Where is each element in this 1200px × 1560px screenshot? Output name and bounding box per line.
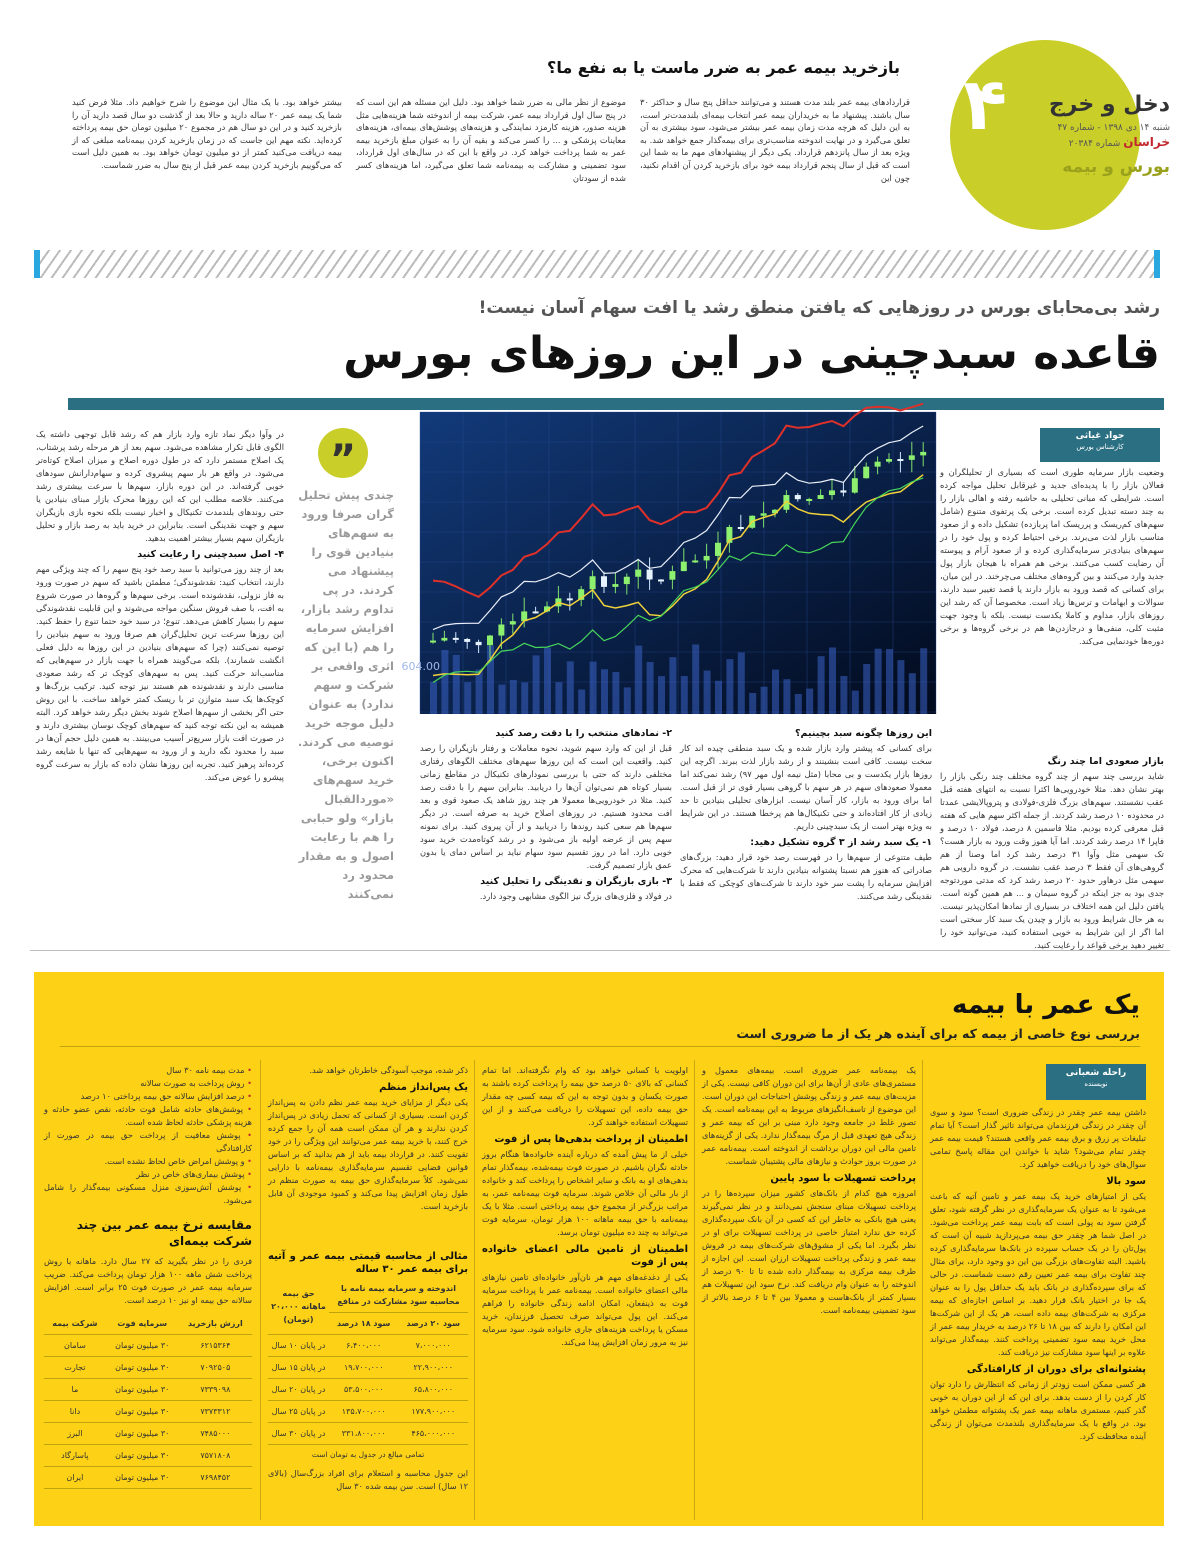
calc-table-body <box>268 1335 468 1445</box>
candle-body <box>852 478 858 492</box>
table-cell: ۳۰ میلیون تومان <box>106 1335 179 1357</box>
article-intro: وضعیت بازار سرمایه طوری است که بسیاری از تحلیلگران و فعالان بازار را با پدیده‌ای جدید و غیرقابل تحلیل مواجه کرده است. شرایطی که مبانی تحلیلی به حاشیه رفته و اهالی بازار را به چند دسته تبدیل کرده است. برخی یک پرتفوی متنوع (شامل سهم‌های کم‌ریسک و پرریسک اما پربازده) تشکیل داده و از صعود مناسب بازار لذت می‌برند. برخی احتیاط کرده و پول خود را در سهم‌های بنیادی‌تر سرمایه‌گذاری کرده و از صعود آرام و پیوسته آن رضایت کسب می‌کنند. برخی هم همراه با هیجان بازار پول جدید وارد می‌کنند و بین گروه‌های مختلف می‌چرخند. در این میان، برای کسانی که قصد ورود به بازار دارند یا قصد تغییر سبد دارند، سوالات و ابهامات و ترس‌ها زیاد است. مخصوصا آن که رشد این روزهای بازار، مداوم و کاملا یکدست نیست. بلکه با وجود جهت مثبت کلی، منفی‌ها و درجا‌زدن‌ها هم در برخی گروه‌ها و برخی دوره‌ها خودنمایی می‌کند. <box>940 467 1164 646</box>
insurance-col-1 <box>930 1106 1146 1520</box>
volume-bar <box>863 664 870 714</box>
table-row <box>268 1401 468 1423</box>
author-title: نویسنده <box>1084 1080 1108 1088</box>
volume-bar <box>567 661 574 714</box>
volume-bar <box>772 670 779 714</box>
col-4-intro: ذکر شده، موجب آسودگی خاطرتان خواهد شد. <box>309 1065 468 1075</box>
volume-bar <box>783 679 790 714</box>
top-article-col-1: قراردادهای بیمه عمر بلند مدت هستند و می‌توانند حداقل پنج سال و حداکثر ۳۰ سال باشند. پیشنهاد ما به خریداران بیمه عمر انتخاب بیمه‌ای بلندمدت‌تر است، به این دلیل که هرچه مدت زمان بیمه عمر بیشتر می‌شود، سود بیشتری به آن تعلق می‌گیرد و در نهایت اندوخته مناسب‌تری برای بیمه‌گذار جمع خواهد شد. به ویژه بعد از سال پانزدهم قرارداد. یکی دیگر از پیشنهادهای مهم ما به شما این است که قبل از سال پنجم قرارداد بیمه خود برای بازخرید کردن آن اقدام نکنید، چون این <box>640 97 910 183</box>
candle-body <box>510 621 516 624</box>
volume-bar <box>533 655 540 714</box>
table-cell: ۳۰ میلیون تومان <box>106 1357 179 1379</box>
candle-body <box>840 490 846 492</box>
volume-bar <box>920 648 927 714</box>
candle-body <box>681 562 687 571</box>
subheading-benefit: سود بالا <box>1106 1176 1146 1187</box>
section-name: بورس و بیمه <box>1062 157 1170 177</box>
rates-table-body <box>44 1335 252 1489</box>
volume-bar <box>555 682 562 714</box>
column-separator <box>922 1060 923 1520</box>
column-separator <box>474 1060 475 1520</box>
calc-title: مثالی از محاسبه قیمتی بیمه عمر و آتیه برای بیمه عمر ۳۰ ساله <box>268 1251 468 1275</box>
volume-bar <box>761 687 768 714</box>
table-header: سود ۱۸ درصد <box>329 1313 399 1335</box>
candle-body <box>715 543 721 556</box>
candle-body <box>601 576 607 587</box>
table-row <box>44 1335 252 1357</box>
table-cell: ۲۲،۹۰۰،۰۰۰ <box>398 1357 468 1379</box>
table-cell: ۱۷۷،۹۰۰،۰۰۰ <box>398 1401 468 1423</box>
volume-bar <box>852 691 859 714</box>
candle-body <box>487 636 493 646</box>
rates-title: مقایسه نرخ بیمه عمر بین چند شرکت بیمه‌ای <box>76 1218 252 1248</box>
calc-note: این جدول محاسبه و استعلام برای افراد بزرگ‌سال (بالای ۱۲ سال) است. سن بیمه شده ۳۰ سال <box>268 1468 468 1491</box>
volume-bar <box>510 680 517 714</box>
article-col-3 <box>420 724 672 946</box>
insurance-author-badge <box>1046 1064 1146 1100</box>
brand-logo: دخل و خرج <box>1048 92 1170 117</box>
table-cell: البرز <box>44 1423 106 1445</box>
divider-stripe <box>34 250 1160 278</box>
subheading-rule-1: ۱- یک سبد رشد از ۳ گروه تشکیل دهید: <box>750 837 932 848</box>
divider-stripe-end <box>34 250 40 278</box>
column-separator <box>694 1060 695 1520</box>
table-cell: سامان <box>44 1335 106 1357</box>
market-text: شاید بررسی چند سهم از چند گروه مختلف چند رنگی بازار را بهتر نشان دهد. مثلا خودرویی‌ها اکثرا نسبت به انتهای هفته قبل عقب نشستند. سهم‌های بزرگ فلزی-فولادی و پتروپالایشی عمدتا در محدوده ۱۰ درصد رشد کردند. از جمله اکثر سهم هایی که هفته قبل معرفی کرده بودیم. مثلا فاسمین ۸ درصد، فولاد ۱۰ درصد و فاپرا ۱۴ درصد رشد کردند. اما آیا هنوز وقت ورود به بازار هست؟ تک سهمی مثل وآوا ۳۱ درصد رشد کرد اما وصنا از هم گروهی‌های آن فقط ۳ درصد عقب نشست. در گروه دارویی هم سهمی مثل درهاور حدود ۲۰ درصد رشد کرد که مدتی موردتوجه جدی بود به جز اینکه در گروه سیمان و ... هم همین گونه است. یافتن دلیل این همه اختلاف در بسیاری از نمادها امکان‌پذیر نیست. به هر حال شرایط ورود به بازار و چیدن یک سبد کار سختی است اما اگر از این شرایط به خوبی استفاده کنید، می‌توانید خود را تغییر دهید برخی قواعد را رعایت کنید. <box>940 771 1165 950</box>
table-cell: در پایان ۳۰ سال <box>268 1423 329 1445</box>
volume-bar <box>840 676 847 714</box>
table-cell: ۳۳۱،۸۰۰،۰۰۰ <box>329 1423 399 1445</box>
table-cell: ۵۳،۵۰۰،۰۰۰ <box>329 1379 399 1401</box>
divider-stripe-end <box>1154 250 1160 278</box>
author-badge <box>1040 428 1160 462</box>
subheading-rule-4: ۴- اصل سبدچینی را رعایت کنید <box>137 549 284 560</box>
article-headline: قاعده سبدچینی در این روزهای بورس <box>343 328 1160 379</box>
date-text: شنبه ۱۴ دی ۱۳۹۸ - شماره ۴۷ <box>1057 123 1170 133</box>
subheading-rule-3: ۳- بازی بازیگران و نقدینگی را تحلیل کنید <box>480 876 672 887</box>
volume-bar <box>498 685 505 714</box>
calc-table <box>268 1278 468 1445</box>
candle-body <box>863 467 869 479</box>
savings-text: یکی دیگر از مزایای خرید بیمه عمر نظم دادن به پس‌انداز کردن است. بسیاری از کسانی که تحمل زیادی در پس‌انداز کردن ندارند و هر آن ممکن است همه آن را جمع کرده خرج کنند، با خرید بیمه عمر می‌توانند این ویژگی را در خود تقویت کنند. در قرارداد بیمه باید از هم بدانید که بر اساس قوانین فضایی تقسیم سرمایه‌گذاری بیمه‌نامه با دارایی نمی‌شود. کلاً سرمایه‌گذاری حق بیمه به صورت منظم در طول زمان افزایش پیدا می‌کند و کمبود موجودی آن قابل بازخرید است. <box>268 1097 468 1211</box>
subheading-support: پشتوانه‌ای برای دوران از کارافتادگی <box>966 1364 1146 1375</box>
table-row <box>268 1379 468 1401</box>
table-cell: ۳۰ میلیون تومان <box>106 1467 179 1489</box>
list-item: • روش پرداخت به صورت سالانه <box>140 1078 252 1088</box>
candle-body <box>658 579 664 581</box>
volume-bar <box>818 656 825 714</box>
table-cell: ۷،۰۰۰،۰۰۰ <box>398 1335 468 1357</box>
candle-body <box>567 598 573 600</box>
insurance-col-3 <box>482 1064 688 1520</box>
volume-bar <box>464 682 471 714</box>
top-article-body <box>30 96 910 184</box>
volume-bar <box>590 662 597 714</box>
table-row <box>44 1379 252 1401</box>
table-cell: ۳۰ میلیون تومان <box>106 1401 179 1423</box>
candle-body <box>624 577 630 584</box>
table-row <box>44 1467 252 1489</box>
volume-bar <box>658 676 665 714</box>
table-cell: ۶،۴۰۰،۰۰۰ <box>329 1335 399 1357</box>
col-4-text: در وآوا دیگر نماد تازه وارد بازار هم که رشد قابل توجهی داشته یک الگوی قابل تکرار مشاهده می‌شود. سهم بعد از هر مرحله رشد پرشتاب، یک اصلاح مستمر دارد که در طول دوره اصلاح و میزان اصلاح کوتاه‌تر می‌شود. در واقع هر بار سهم پیشروی کرده و سهام‌دارانش سودهای خوبی گرفته‌اند. در این دوره بازار، سهم‌ها با سرعت بیشتری رشد می‌کنند. خلاصه مطلب این که این روزها محرک بازار مبنای بنیادین یا حتی روندهای بلندمدت تکنیکال و اخبار نیست بلکه نحوه بازی بازیگران سهم و جهت نقدینگی است. بنابراین در خرید باید به رصد بازار و تحلیل بازیگران سهم بسیار بیشتر اهمیت بدهید. <box>36 429 284 543</box>
article-kicker: رشد بی‌محابای بورس در روزهایی که یافتن منطق رشد یا افت سهام آسان نیست! <box>478 298 1160 318</box>
candle-body <box>647 570 653 580</box>
table-row <box>44 1423 252 1445</box>
table-header: سود ۲۰ درصد <box>398 1313 468 1335</box>
table-cell: ۳۰ میلیون تومان <box>106 1445 179 1467</box>
volume-bar <box>738 652 745 714</box>
volume-bar <box>681 676 688 714</box>
candle-body <box>441 638 447 641</box>
date-line <box>1030 121 1170 151</box>
volume-bar <box>578 689 585 714</box>
candle-body <box>897 459 903 461</box>
loan-text: امروزه هیچ کدام از بانک‌های کشور میزان سپرده‌ها را در پرداخت تسهیلات مبنای سنجش نمی‌دانند و در نظر نمی‌گیرند یعنی هیچ بانکی به خاطر این که کسی در آن بانک سپرده‌گذاری کرده حق ندارد امتیاز خاصی در پرداخت تسهیلات برای او در نظر بگیرد. اما یکی از مشوق‌های شرکت‌های بیمه در فروش بیمه عمر و زندگی پرداخت تسهیلات ارزان است. این اجازه از طرف بیمه مرکزی به بیمه‌گذار داده شده تا تا ۹۰ درصد از اندوخته را به عنوان وام دریافت کند. نرخ سود این تسهیلات هم بسیار کمتر از بانک‌هاست و معمولا بین ۴ تا ۶ درصد بالاتر از سود تضمینی بیمه‌نامه است. <box>702 1188 917 1315</box>
insurance-col-2 <box>702 1064 916 1520</box>
chart-tick: 604.00 <box>401 660 440 673</box>
volume-bar <box>521 682 528 714</box>
rule-1-text: طیف متنوعی از سهم‌ها را در فهرست رصد خود قرار دهید: بزرگ‌های صادراتی که هنوز هم نسبتا پشتوانه بنیادین دارند تا شرکت‌هایی که محرک افزایش سرمایه را پشت سر خود دارند تا شرکت‌های کوچکی که فقط با نقدینگی رشد می‌کنند. <box>680 852 932 901</box>
volume-bar <box>612 672 619 714</box>
table-cell: در پایان ۱۵ سال <box>268 1357 329 1379</box>
article-col-1-body <box>940 752 1165 950</box>
subheading-risk: اطمینان از پرداخت بدهی‌ها پس از فوت <box>494 1134 688 1145</box>
volume-bar <box>875 649 882 714</box>
volume-bar <box>647 662 654 714</box>
insurance-title: یک عمر با بیمه <box>951 990 1140 1020</box>
issue-number: شماره ۲۰۳۸۴ <box>1068 139 1121 149</box>
candle-body <box>795 495 801 499</box>
table-cell: ۳۰ میلیون تومان <box>106 1379 179 1401</box>
volume-bar <box>909 673 916 714</box>
table-cell: ۷۴۸۵۰۰۰ <box>179 1423 252 1445</box>
masthead <box>1030 92 1170 177</box>
col-2-intro: یک بیمه‌نامه عمر ضروری است. بیمه‌های معمول و مستمری‌های عادی از آن‌ها برای این دوران کافی نیست. یکی از مزیت‌های بیمه عمر و زندگی پوشش احتیاجات این دوران است. این موضوع از تاسف‌انگیزهای مربوط به این بیمه‌نامه است. یک تصور غلط در جامعه وجود دارد مبنی بر این که بیمه عمر و زندگی هیچ تعهدی قبل از مرگ بیمه‌گذار ندارد. یکی از گزینه‌های تامین مالی این دوران برداشت از اندوخته است. بیمه‌نامه عمر در صورت بروز حوادث و نیازهای مالی پشتیبان شماست. <box>702 1065 916 1166</box>
table-cell: ۱۳۵،۷۰۰،۰۰۰ <box>329 1401 399 1423</box>
candle-body <box>430 641 436 643</box>
table-cell: تجارت <box>44 1357 106 1379</box>
volume-bar <box>749 693 756 714</box>
volume-bar <box>726 659 733 714</box>
table-cell: ۳۰ میلیون تومان <box>106 1423 179 1445</box>
candle-body <box>886 459 892 462</box>
table-cell: ما <box>44 1379 106 1401</box>
volume-bar <box>453 655 460 714</box>
table-header: حق بیمه ماهانه ۲۰،۰۰۰ (تومان) <box>268 1278 329 1335</box>
article-col-2 <box>680 724 932 946</box>
candle-body <box>612 584 618 587</box>
stock-chart-image <box>401 412 936 714</box>
rates-intro: فردی را در نظر بگیرید که ۲۷ سال دارد. ماهانه با روش پرداخت شش ماهه ۱۰۰ هزار تومان پرداخت می‌کند. ضریب سرمایه بیمه عمر در صورت فوت ۲۵ برابر است. افزایش سالانه حق بیمه او نیز ۱۰ درصد است. <box>44 1256 252 1305</box>
table-row <box>44 1445 252 1467</box>
page-number: ۴ <box>963 62 1007 146</box>
volume-bar <box>624 687 631 714</box>
volume-bar <box>635 646 642 714</box>
candle-body <box>498 624 504 635</box>
volume-bar <box>430 682 437 714</box>
rule-4-text: بعد از چند روز می‌توانید با سبد رصد خود پنج سهم را که چند ویژگی مهم دارند، انتخاب کنید: نقدشوندگی؛ مطمئن باشید که سهم در صورت ورود به فاز نزولی، نقدشونده است. برخی سهم‌ها و گروه‌ها در صورت شروع به افت، با صف فروش سنگین مواجه می‌شوند و این قابلیت نقدشوندگی سهم را بسیار کاهش می‌دهد. تنوع؛ در سبد خود حتما تنوع را حفظ کنید. این روزها سرعت ترین تحلیل‌گران هم صرفا ورود به سهم بنیادین را توصیه نمی‌کنند (چرا که سهم‌های بنیادین در این روزها به دلیل فعلی انگشت شمارند). بلکه می‌گویند همراه با جهت بازار در سهم‌هایی که مناسب‌اند حرکت کنید. پس به سهم‌های کوچک تر که رشد صعودی مناسبی دارند و نقدشونده هم هستند نیز توجه کنید. ترکیب بزرگ‌ها و کوچک‌ها یک سبد متوازن تر با ریسک کمتر خواهد ساخت. با این روش حتی اگر بخشی از سهم‌ها اصلاح شوند بخش دیگر رشد خواهد کرد. البته همیشه به این نکته توجه کنید که سهم‌های کوچک نوسان بیشتری دارند و در صورت افت بازار سریع‌تر آسیب می‌بینند. به همین دلیل حجم آن‌ها در سبد را محدود نگه دارید و از ورود به سهم‌هایی که تنها با شایعه رشد کرده‌اند پرهیز کنید. تجربه این روزها نشان داده که بازار به سرعت گروه پیشرو را عوض می‌کند. <box>36 564 284 782</box>
table-cell: دانا <box>44 1401 106 1423</box>
rule-3-text: در فولاد و فلزی‌های بزرگ نیز الگوی مشابهی وجود دارد. <box>479 891 672 901</box>
candle-body <box>920 452 926 455</box>
table-cell: ۷۳۷۳۳۱۲ <box>179 1401 252 1423</box>
table-row <box>268 1357 468 1379</box>
table-caption: تمامی مبالغ در جدول به تومان است <box>311 1450 425 1459</box>
table-cell: در پایان ۲۰ سال <box>268 1379 329 1401</box>
list-item: • و پوشش امراض خاص لحاظ نشده است. <box>104 1156 252 1166</box>
table-group-header: اندوخته و سرمایه بیمه نامه با محاسبه سود مشارکت در منافع <box>329 1278 468 1313</box>
column-separator <box>260 1060 261 1520</box>
candle-body <box>669 571 675 580</box>
subheading-how: این روزها چگونه سبد بچینیم؟ <box>795 728 932 739</box>
rule-2-text: قبل از این که وارد سهم شوید، نحوه معاملات و رفتار بازیگران را رصد کنید. واقعیت این است که این روزها سهم‌های مختلف الگوهای رفتاری مختلفی دارند که حتی با بررسی نمودارهای تکنیکال در مقاطع زمانی بسیار کوتاه هم نمی‌توان آن‌ها را دریابید. بنابراین سهم را با دقت رصد کنید. مثلا در خودرویی‌ها معمولا هر چند روز شاهد یک صعود قوی و بعد افت محدود هستیم. در روزهای اصلاح خرید به صرفه است. در دیگر سهم‌ها هم سعی کنید روندها را دریابید و از آن پیروی کنید. برای نمونه سهم پس از عرضه اولیه باز می‌شود و در رشد کوتاه‌مدت خرید سود خوبی دارد. اما در روز تقسیم سود سهام نباید بر اساس دمای یا بدون عمق بازار تصمیم گرفت. <box>420 743 672 870</box>
how-text: برای کسانی که پیشتر وارد بازار شده و یک سبد منطقی چیده اند کار سخت نیست. کافی است بنشینند و از رشد بازار لذت ببرند. اگرچه این روزها بازار یکدست و بی محابا (مثل نیمه اول مهر ۹۷) رشد نمی‌کند اما معمولا صعودهای سهم در هر سهم با گروهی بسیار قوی تر از قبل است. اما برای ورود به بازار، کار آسان نیست. ابزارهای تحلیلی بنیادین تا حد زیادی از کار افتاده‌اند و حتی تکنیکال‌ها هم پرخطا هستند. در این شرایط به ویژه بهتر است از یک سبدچینی داریم. <box>680 743 933 831</box>
volume-bar <box>704 671 711 714</box>
table-row <box>268 1335 468 1357</box>
subheading-market: بازار صعودی اما چند رنگ <box>1047 756 1164 767</box>
volume-bar <box>601 669 608 714</box>
volume-bar <box>886 649 893 714</box>
list-item: • درصد افزایش سالانه حق بیمه پرداختی ۱۰ درصد <box>80 1091 252 1101</box>
subheading-savings: یک پس‌انداز منظم <box>379 1082 468 1093</box>
volume-bar <box>806 689 813 714</box>
table-cell: ۱۹،۷۰۰،۰۰۰ <box>329 1357 399 1379</box>
candle-body <box>464 639 470 642</box>
insurance-divider <box>60 1046 1140 1047</box>
candle-body <box>829 490 835 495</box>
divider-line <box>30 950 1170 951</box>
subheading-loan: پرداخت تسهیلات با سود پایین <box>770 1173 916 1184</box>
headline-bar <box>68 398 1164 410</box>
insurance-subtitle: بررسی نوع خاصی از بیمه که برای آینده هر یک از ما ضروری است <box>736 1026 1140 1041</box>
candle-body <box>806 499 812 501</box>
volume-bar <box>441 650 448 714</box>
support-text: هر کسی ممکن است زودتر از زمانی که انتظارش را دارد توان کار کردن را از دست بدهد. برای این که از این دوران به خوبی گذر کنیم، مستمری ماهانه بیمه عمر یک پشتوانه مطمئن خواهد بود. در واقع با یک سرمایه‌گذاری بلندمدت می‌توان از زندگی آینده محافظت کرد. <box>930 1379 1146 1441</box>
table-header: شرکت بیمه <box>44 1313 106 1335</box>
candle-body <box>533 611 539 613</box>
volume-bar <box>692 644 699 714</box>
candle-body <box>909 455 915 459</box>
table-header: ارزش بازخرید <box>179 1313 252 1335</box>
list-item: • پوشش‌های حادثه شامل فوت حادثه، نقص عضو حادثه و هزینه پزشکی حادثه لحاظ شده است. <box>44 1104 252 1127</box>
list-item: • پوشش معافیت از پرداخت حق بیمه در صورت از کارافتادگی <box>44 1130 252 1153</box>
list-item: • پوشش آتش‌سوزی منزل مسکونی بیمه‌گذار را شامل می‌شود. <box>44 1182 253 1205</box>
insurance-col-4 <box>268 1064 468 1520</box>
volume-bar <box>715 681 722 714</box>
table-cell: ۶۵،۸۰۰،۰۰۰ <box>398 1379 468 1401</box>
insurance-intro: داشتن بیمه عمر چقدر در زندگی ضروری است؟ سود و سوی آن چقدر در زندگی فرزندمان می‌تواند تاثیر گذار است؟ آیا تمام تبلیغات پر زرق و برق بیمه عمر واقعی هستند؟ قیمت بیمه عمر چقدر تمام می‌شود؟ شاید با خواندن این مقاله پاسخ تمامی سوال‌های خود را دریافت خواهید کرد. <box>930 1107 1146 1169</box>
candle-body <box>761 513 767 515</box>
candle-body <box>875 462 881 467</box>
list-item: • پوشش بیماری‌های خاص در نظر <box>136 1169 252 1179</box>
table-cell: در پایان ۱۰ سال <box>268 1335 329 1357</box>
candle-body <box>692 560 698 562</box>
pull-quote: چندی پیش تحلیل گران صرفا ورود به سهم‌های بنیادین قوی را پیشنهاد می کردند. در پی تداوم رشد بازار، افزایش سرمایه را هم (با این که اثری واقعی بر شرکت و سهم ندارد) به عنوان دلیل موجه خرید توصیه می کردند. اکنون برخی، خرید سهم‌های «موردالقبال بازار» ولو حبابی را هم با رعایت اصول و به مقدار محدود رد نمی‌کنند <box>297 488 394 901</box>
table-cell: ۶۲۱۵۳۶۴ <box>179 1335 252 1357</box>
candle-body <box>453 638 459 640</box>
table-cell: پاسارگاد <box>44 1445 106 1467</box>
rates-table <box>44 1313 252 1489</box>
volume-bar <box>829 647 836 714</box>
author-title: کارشناس بورس <box>1076 443 1124 451</box>
author-name: جواد غیاثی <box>1075 431 1125 441</box>
volume-bar <box>795 694 802 714</box>
risk-text: خیلی از ما پیش آمده که درباره آینده خانواده‌ها هنگام بروز حادثه نگران باشیم. در صورت فوت بیمه‌شده، بیمه‌گذار تمام بدهی‌های او به بانک و سایر اشخاص را پرداخت کند و خانواده از بار مالی آن خلاص شوند. سرمایه فوت بیمه‌نامه عمر، به مراتب بزرگ‌تر از مجموع حق بیمه پرداختی است. مثلا با یک بیمه‌نامه با حق بیمه ماهانه ۱۰۰ هزار تومان، سرمایه فوت می‌تواند به چند ده میلیون تومان برسد. <box>482 1149 688 1237</box>
volume-bar <box>897 660 904 714</box>
top-article-col-3: بیشتر خواهد بود. با یک مثال این موضوع را شرح خواهیم داد. مثلا فرض کنید شما یک بیمه عمر ۲۰ ساله دارید و حالا بعد از گذشت دو سال قصد دارید آن را بازخرید کنید و در این دو سال هم در مجموع ۲۰ میلیون تومان حق بیمه پرداخته کرده‌اید. نکته مهم این جاست که در زمان بازخرید کردن بیمه‌نامه مبلغی که از بیمه دریافت می‌کنید کمتر از دو میلیون تومان خواهد بود. به همین دلیل است که می‌گوییم بازخرید کردن بیمه عمر قبل از پنج سال به ضرر شماست. <box>72 97 343 170</box>
insurance-col-5 <box>44 1064 252 1520</box>
table-row <box>44 1401 252 1423</box>
volume-bar <box>476 670 483 714</box>
subheading-family: اطمینان از تامین مالی اعضای خانواده پس از فوت <box>482 1244 688 1268</box>
candle-body <box>590 576 596 589</box>
table-cell: ۷۳۳۹۰۹۸ <box>179 1379 252 1401</box>
family-text: یکی از دغدغه‌های مهم هر نان‌آور خانواده‌ای تامین نیازهای مالی اعضای خانواده است. بیمه‌نامه عمر با پرداخت سرمایه فوت به ذینفعان، امکان ادامه زندگی خانواده را فراهم می‌کند. این پول می‌تواند صرف تحصیل فرزندان، خرید مسکن یا پرداخت هزینه‌های جاری خانواده شود. سود سرمایه نیز به مرور زمان افزایش پیدا می‌کند. <box>482 1272 688 1347</box>
subheading-rule-2: ۲- نمادهای منتخب را با دقت رصد کنید <box>495 728 672 739</box>
table-cell: ۴۶۵،۰۰۰،۰۰۰ <box>398 1423 468 1445</box>
candle-body <box>738 527 744 529</box>
candle-body <box>635 570 641 577</box>
candle-body <box>704 556 710 561</box>
volume-bar <box>544 648 551 714</box>
quote-icon: ” <box>318 428 368 478</box>
table-header: سرمایه فوت <box>106 1313 179 1335</box>
table-cell: در پایان ۲۵ سال <box>268 1401 329 1423</box>
top-article-title: بازخرید بیمه عمر به ضرر ماست یا به نفع ما؟ <box>547 58 900 77</box>
article-col-4 <box>36 428 284 944</box>
table-row <box>268 1423 468 1445</box>
author-name: راحله شعبانی <box>1065 1068 1127 1078</box>
table-cell: ۷۰۹۲۵۰۵ <box>179 1357 252 1379</box>
benefit-text: یکی از امتیازهای خرید یک بیمه عمر و تامین آتیه که باعث می‌شود تا به عنوان یک سرمایه‌گذاری در نظر گرفته شود، تعلق گرفتن سود به پولی است که بابت بیمه عمر پرداخت می‌شود. در اصل شما هر چقدر حق بیمه می‌پردازید شبیه آن است که پول‌تان را در یک حساب سپرده در بانک‌ها سرمایه‌گذاری کرده باشید. البته تفاوت‌های بزرگی بین این دو وجود دارد، برای مثال چند تفاوت برای بیمه عمر تعیین رقم دست شماست. در حالی که برای سپرده‌گذاری در بانک باید یک حداقل پول را به عنوان یک جا در اختیار بانک قرار دهید. بر اساس اجازه‌ای که بیمه مرکزی به شرکت‌های بیمه داده است، هر یک از این شرکت‌ها این امکان را دارند که بین ۱۸ تا ۲۶ درصد به خریدار بیمه عمر از محل خرید بیمه سود تضمینی پرداخت کنند. بیمه‌گذار می‌تواند علاوه بر اینها سود مشارکت نیز دریافت کند. <box>930 1191 1146 1357</box>
table-cell: ۷۶۹۸۴۵۲ <box>179 1467 252 1489</box>
table-cell: ۷۵۷۱۸۰۸ <box>179 1445 252 1467</box>
top-article-col-2: موضوع از نظر مالی به ضرر شما خواهد بود. دلیل این مسئله هم این است که در پنج سال اول قرارداد بیمه عمر، شرکت بیمه از اندوخته شما هزینه‌هایی مثل هزینه صدور، هزینه کارمزد نمایندگی و هزینه‌های پوشش‌های بیمه‌ای، هزینه‌های معاینات پزشکی و ... را کسر می‌کند و بقیه آن را به عنوان مبلغ بازخرید بیمه عمر به شما پرداخت خواهد کرد. در واقع با این که در سال‌های اول قرارداد، سود تضمینی و مشارکت به بیمه‌نامه شما تعلق می‌گیرد، اما هزینه‌های کسر شده از سودتان <box>356 97 626 183</box>
list-item: • مدت بیمه نامه ۳۰ سال <box>166 1065 252 1075</box>
table-cell: ایران <box>44 1467 106 1489</box>
conditions-list <box>44 1064 252 1207</box>
paper-name: خراسان <box>1123 135 1170 149</box>
table-row <box>44 1357 252 1379</box>
candle-body <box>476 642 482 645</box>
col-3-intro: اولویت با کسانی خواهد بود که وام نگرفته‌اند. اما تمام کسانی که بالای ۵۰ درصد حق بیمه را پرداخت کرده باشند به صورت یکسان و بدون توجه به این که بیمه کسی چه مقدار حق بیمه داده، این تسهیلات را دریافت می‌کنند و از این تسهیلات استفاده خواهند کرد. <box>482 1065 688 1127</box>
volume-bar <box>669 657 676 714</box>
candle-body <box>818 495 824 499</box>
